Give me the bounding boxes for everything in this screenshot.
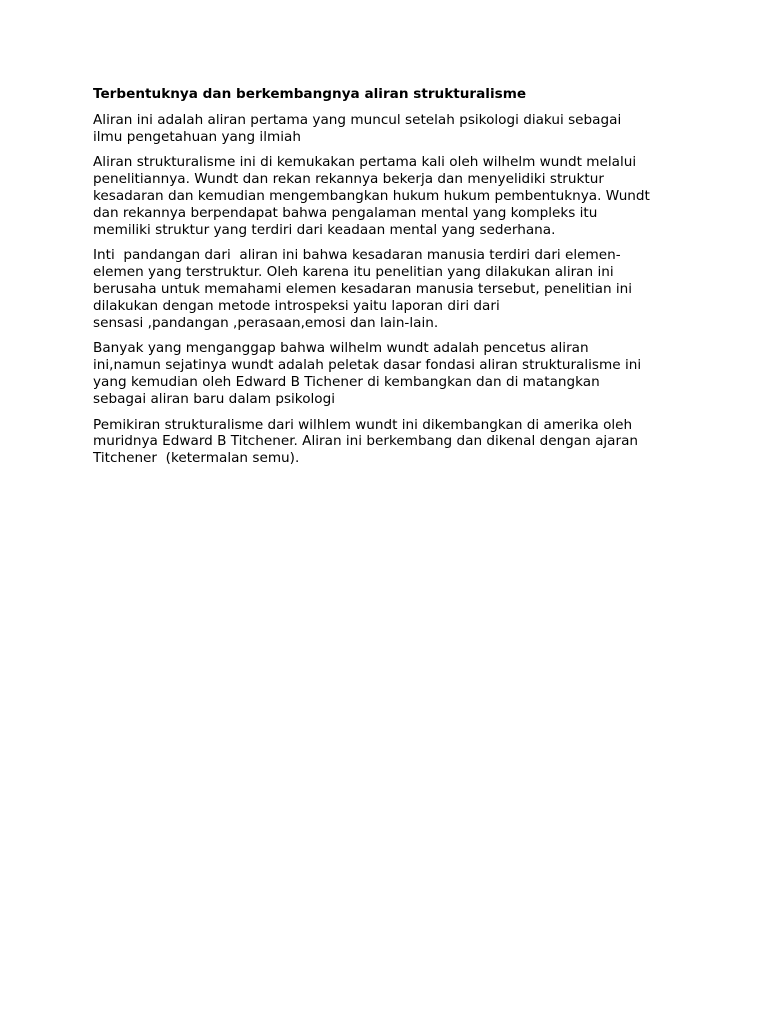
- paragraph-line: ilmu pengetahuan yang ilmiah: [93, 128, 301, 145]
- paragraph-line: ini,namun sejatinya wundt adalah peletak dasar fondasi aliran strukturalisme ini: [93, 357, 642, 374]
- paragraph-line: elemen yang terstruktur. Oleh karena itu penelitian yang dilakukan aliran ini: [93, 264, 614, 281]
- paragraph-line: memiliki struktur yang terdiri dari keadaan mental yang sederhana.: [93, 221, 556, 238]
- paragraph-line: berusaha untuk memahami elemen kesadaran manusia tersebut, penelitian ini: [93, 280, 633, 297]
- paragraph-line: Inti pandangan dari aliran ini bahwa kesadaran manusia terdiri dari elemen-: [93, 247, 621, 264]
- paragraph-line: Banyak yang menganggap bahwa wilhelm wundt adalah pencetus aliran: [93, 340, 589, 357]
- paragraph-4: [93, 340, 683, 407]
- paragraph-line: sensasi ,pandangan ,perasaan,emosi dan lain-lain.: [93, 314, 439, 331]
- paragraph-line: penelitiannya. Wundt dan rekan rekannya bekerja dan menyelidiki struktur: [93, 171, 604, 188]
- paragraph-line: Titchener (ketermalan semu).: [93, 450, 300, 467]
- paragraph-2: [93, 154, 683, 238]
- paragraph-line: Aliran strukturalisme ini di kemukakan pertama kali oleh wilhelm wundt melalui: [93, 154, 637, 171]
- paragraph-line: dan rekannya berpendapat bahwa pengalaman mental yang kompleks itu: [93, 204, 598, 221]
- paragraph-line: yang kemudian oleh Edward B Tichener di kembangkan dan di matangkan: [93, 373, 600, 390]
- paragraph-3: [93, 247, 683, 331]
- document-title: Terbentuknya dan berkembangnya aliran strukturalisme: [93, 86, 527, 102]
- paragraph-line: sebagai aliran baru dalam psikologi: [93, 390, 336, 407]
- paragraph-line: dilakukan dengan metode introspeksi yaitu laporan diri dari: [93, 297, 500, 314]
- paragraph-line: kesadaran dan kemudian mengembangkan hukum hukum pembentuknya. Wundt: [93, 187, 650, 204]
- paragraph-1: [93, 112, 683, 146]
- paragraph-line: muridnya Edward B Titchener. Aliran ini berkembang dan dikenal dengan ajaran: [93, 433, 639, 450]
- paragraph-5: [93, 417, 683, 467]
- document-body: [93, 86, 683, 476]
- paragraph-line: Aliran ini adalah aliran pertama yang muncul setelah psikologi diakui sebagai: [93, 111, 622, 128]
- paragraph-line: Pemikiran strukturalisme dari wilhlem wundt ini dikembangkan di amerika oleh: [93, 416, 633, 433]
